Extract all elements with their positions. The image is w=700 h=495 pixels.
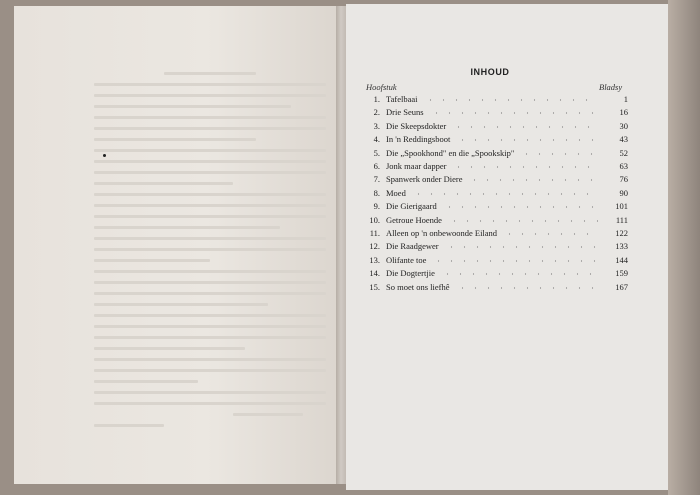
chapter-title: Alleen op 'n onbewoonde Eiland	[386, 228, 498, 238]
dot-leader	[456, 287, 598, 289]
chapter-number: 12.	[369, 241, 380, 252]
toc-entry	[366, 282, 628, 295]
chapter-column-header: Hoofstuk	[366, 82, 397, 92]
chapter-number: 1.	[373, 94, 380, 104]
chapter-title: Spanwerk onder Diere	[386, 174, 463, 185]
dot-leader	[445, 246, 598, 248]
page-number: 76	[619, 174, 628, 185]
page-number: 111	[615, 214, 628, 225]
chapter-number: 3.	[373, 120, 380, 131]
chapter-number: 14.	[369, 268, 380, 279]
page-number: 30	[619, 120, 628, 131]
chapter-title: In 'n Reddingsboot	[386, 134, 451, 145]
chapter-title: Die Gierigaard	[386, 201, 437, 212]
toc-entry	[366, 107, 628, 120]
chapter-title: Die „Spookhond" en die „Spookskip"	[386, 147, 515, 158]
page-number: 63	[619, 161, 628, 171]
chapter-number: 2.	[373, 107, 380, 118]
chapter-title: So moet ons liefhê	[386, 281, 450, 292]
page-number: 90	[619, 187, 628, 198]
dot-leader	[468, 179, 598, 181]
page-number: 144	[615, 254, 628, 265]
chapter-number: 15.	[369, 281, 380, 292]
book-gutter	[336, 6, 346, 484]
dot-leader	[503, 233, 598, 235]
toc-entry	[366, 94, 628, 107]
chapter-number: 7.	[373, 174, 380, 185]
chapter-number: 4.	[373, 134, 380, 145]
toc-entry	[366, 215, 628, 228]
page-number: 52	[619, 147, 628, 158]
toc-title: INHOUD	[470, 67, 510, 77]
dot-leader	[520, 153, 598, 155]
toc-entry	[366, 121, 628, 134]
page-number: 167	[615, 281, 628, 292]
chapter-title: Die Dogtertjie	[386, 268, 435, 279]
page-number: 101	[615, 201, 628, 212]
toc-entry	[366, 174, 628, 187]
dot-leader	[432, 260, 598, 262]
page-column-header: Bladsy	[599, 82, 623, 92]
chapter-title: Drie Seuns	[386, 107, 424, 118]
toc-entry	[366, 228, 628, 241]
chapter-number: 10.	[369, 214, 380, 225]
page-number: 16	[619, 107, 628, 118]
dot-leader	[430, 112, 598, 114]
chapter-number: 8.	[373, 187, 380, 198]
toc-entry	[366, 161, 628, 174]
toc-entry	[366, 241, 628, 254]
page-number: 1	[623, 94, 628, 104]
left-page	[14, 6, 336, 484]
chapter-title: Getroue Hoende	[386, 214, 442, 225]
chapter-title: Jonk maar dapper	[386, 161, 447, 171]
dot-leader	[452, 166, 598, 168]
chapter-title: Die Skeepsdokter	[386, 120, 447, 131]
dot-leader	[448, 220, 598, 222]
chapter-number: 11.	[369, 228, 380, 238]
toc-entry	[366, 134, 628, 147]
chapter-title: Olifante toe	[386, 254, 427, 265]
page-number: 133	[615, 241, 628, 252]
faded-bleedthrough-text	[94, 72, 326, 435]
dot-leader	[456, 139, 598, 141]
page-edge	[668, 0, 700, 495]
chapter-title: Moed	[386, 187, 406, 198]
toc-entry	[366, 255, 628, 268]
dot-leader	[443, 206, 598, 208]
page-number: 43	[619, 134, 628, 145]
chapter-number: 6.	[373, 161, 380, 171]
dot-leader	[441, 273, 598, 275]
toc-entry	[366, 188, 628, 201]
dot-leader	[452, 126, 598, 128]
chapter-number: 9.	[373, 201, 380, 212]
dot-leader	[424, 99, 598, 101]
page-number: 159	[615, 268, 628, 279]
dot-leader	[412, 193, 598, 195]
toc-entry	[366, 148, 628, 161]
page-number: 122	[615, 228, 628, 238]
chapter-title: Die Raadgewer	[386, 241, 439, 252]
toc-entry	[366, 201, 628, 214]
ink-speck	[103, 154, 106, 157]
chapter-number: 5.	[373, 147, 380, 158]
chapter-number: 13.	[369, 254, 380, 265]
toc-entry	[366, 268, 628, 281]
chapter-title: Tafelbaai	[386, 94, 418, 104]
